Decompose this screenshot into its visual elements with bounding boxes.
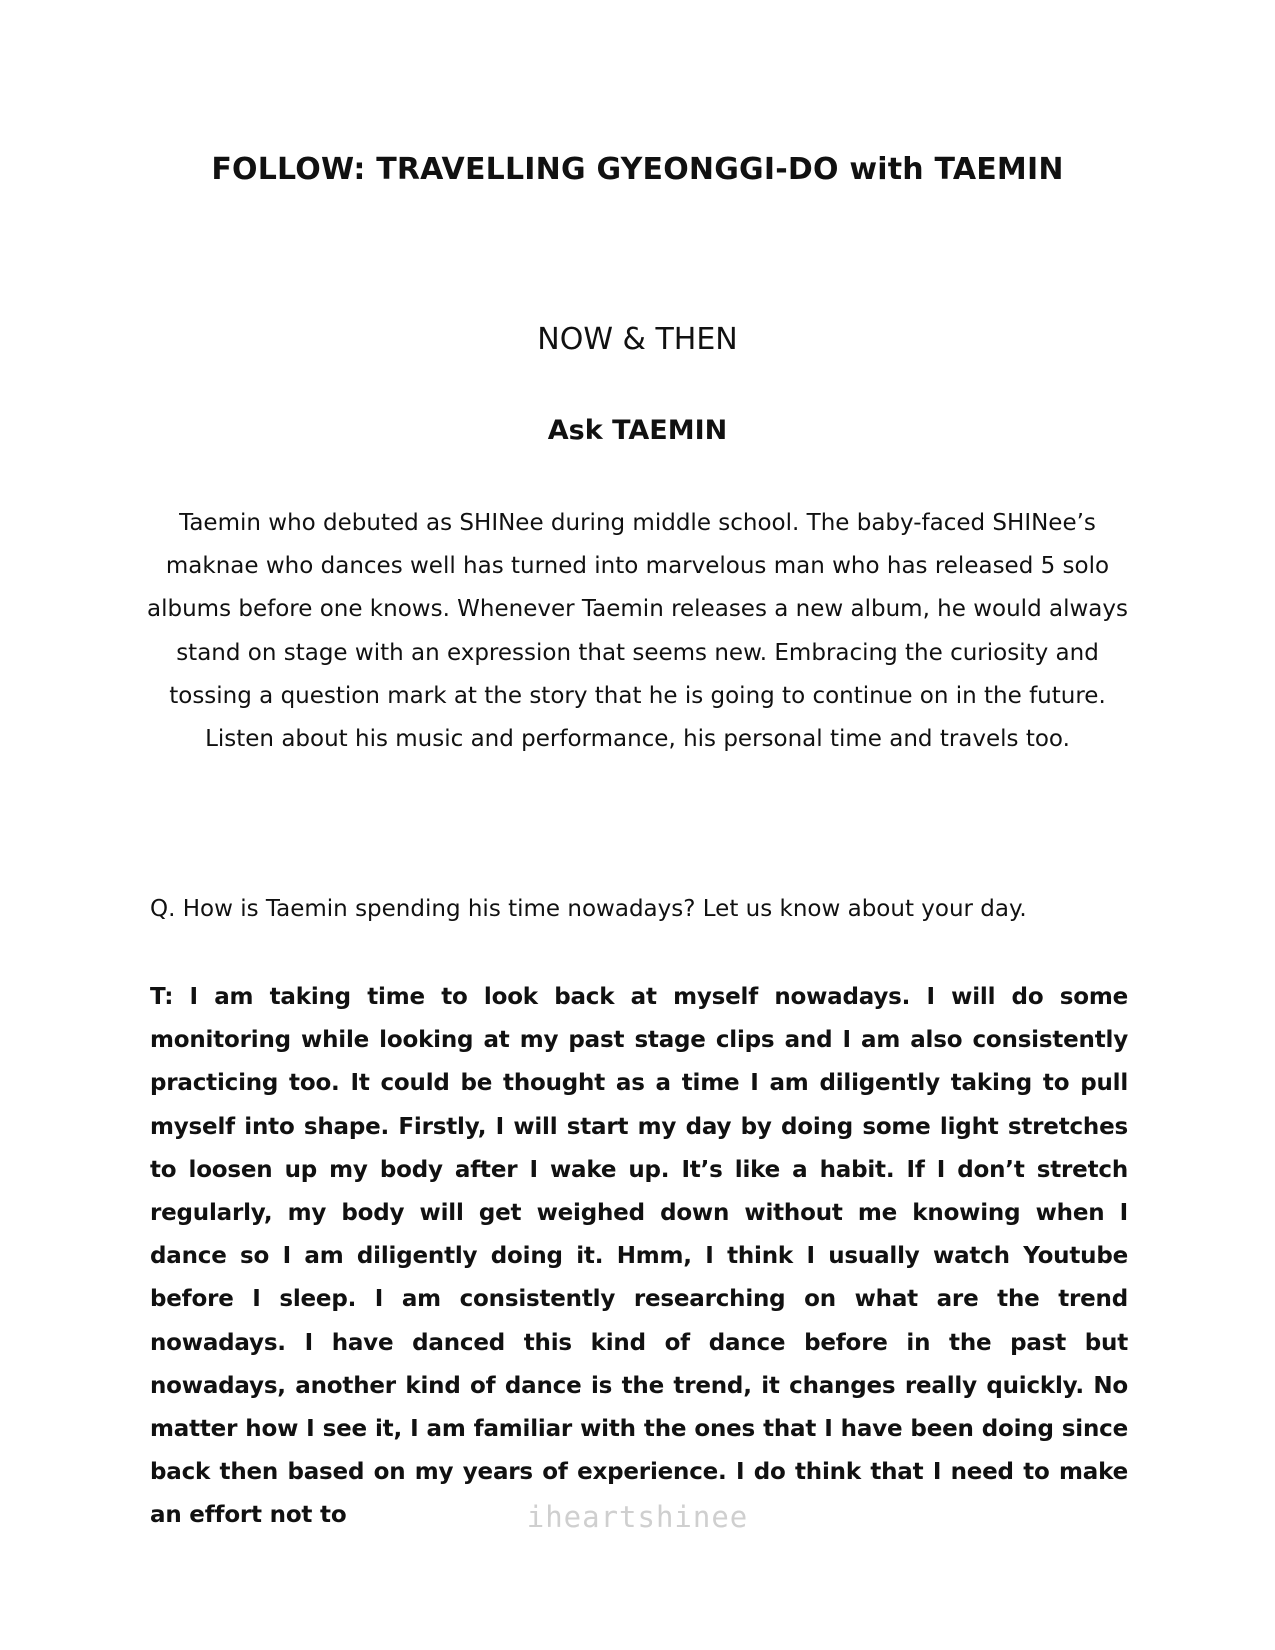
interview-answer: T: I am taking time to look back at myself nowadays. I will do some monitoring while looking at my past stage clips and I am also consistently practicing too. It could be thought as a time I am diligently taking to pull myself into shape. Firstly, I will start my day by doing some light stretches to loosen up my body after I wake up. It’s like a habit. If I don’t stretch regularly, my body will get weighed down without me knowing when I dance so I am diligently doing it. Hmm, I think I usually watch Youtube before I sleep. I am consistently researching on what are the trend nowadays. I have danced this kind of dance before in the past but nowadays, another kind of dance is the trend, it changes really quickly. No matter how I see it, I am familiar with the ones that I have been doing since back then based on my years of experience. I do think that I need to make an effort not to — [150, 984, 1128, 1529]
interview-question: Q. How is Taemin spending his time nowadays? Let us know about your day. — [150, 896, 1027, 922]
document-title: FOLLOW: TRAVELLING GYEONGGI-DO with TAEMIN — [211, 152, 1064, 187]
section-heading: NOW & THEN — [537, 322, 738, 357]
section-subheading: Ask TAEMIN — [547, 415, 728, 446]
intro-paragraph: Taemin who debuted as SHINee during middle school. The baby-faced SHINee’s maknae who dances well has turned into marvelous man who has released 5 solo albums before one knows. Whenever Taemin releases a new album, he would always stand on stage with an expression that seems new. Embracing the curiosity and tossing a question mark at the story that he is going to continue on in the future. Listen about his music and performance, his personal time and travels too. — [147, 510, 1128, 753]
watermark: iheartshinee — [526, 1500, 749, 1534]
